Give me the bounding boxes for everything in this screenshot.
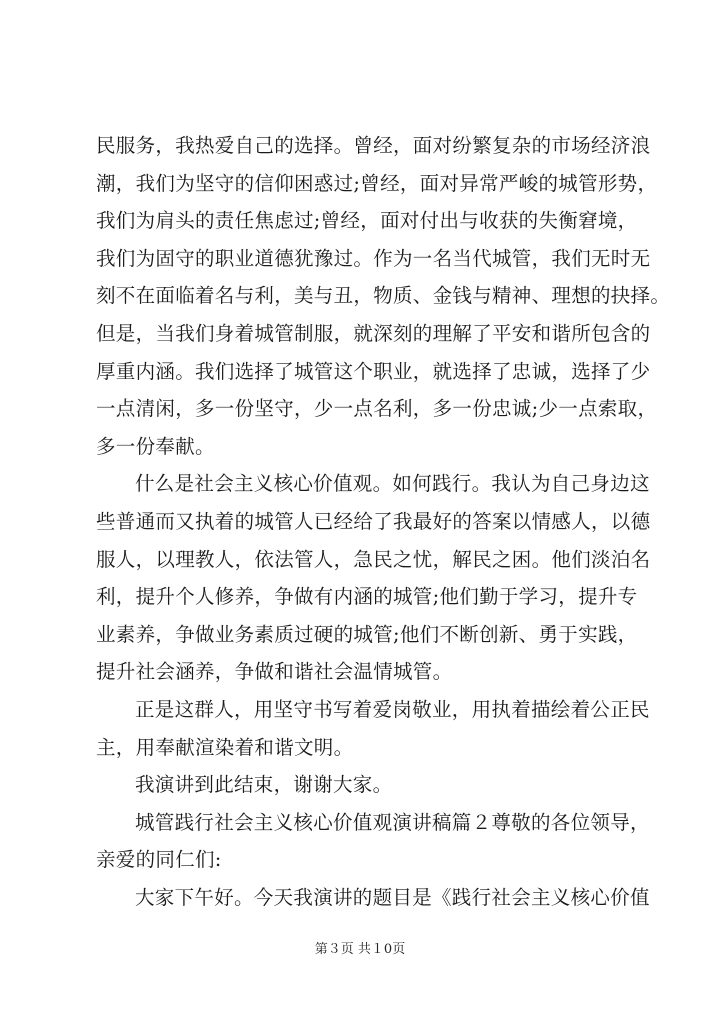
text-line: 些普通而又执着的城管人已经给了我最好的答案以情感人，以德 [96,509,651,533]
text-line: 利，提升个人修养，争做有内涵的城管;他们勤于学习，提升专 [96,585,638,609]
page-footer: 第３页 共１0页 [314,942,406,957]
text-line: 业素养，争做业务素质过硬的城管;他们不断创新、勇于实践， [96,622,638,646]
text-line: 但是，当我们身着城管制服，就深刻的理解了平安和谐所包含的 [96,321,651,345]
text-line: 民服务，我热爱自己的选择。曾经，面对纷繁复杂的市场经济浪 [96,134,651,157]
text-line: 主，用奉献渲染着和谐文明。 [96,735,354,759]
text-line: 刻不在面临着名与利，美与丑，物质、金钱与精神、理想的抉择。 [96,284,671,308]
document-body [96,127,671,916]
paragraph-start-line: 什么是社会主义核心价值观。如何践行。我认为自己身边这 [135,472,650,496]
text-line: 厚重内涵。我们选择了城管这个职业，就选择了忠诚，选择了少 [96,359,651,383]
paragraph-start-line: 城管践行社会主义核心价值观演讲稿篇２尊敬的各位领导， [135,810,650,834]
text-line: 服人，以理教人，依法管人，急民之忧，解民之困。他们淡泊名 [96,547,651,571]
paragraph-start-line: 正是这群人，用坚守书写着爱岗敬业，用执着描绘着公正民 [135,697,650,721]
text-line: 提升社会涵养，争做和谐社会温情城管。 [96,660,453,684]
paragraph-start-line: 我演讲到此结束，谢谢大家。 [135,773,393,797]
text-line: 亲爱的同仁们: [96,848,222,872]
text-line: 我们为固守的职业道德犹豫过。作为一名当代城管，我们无时无 [96,246,651,270]
text-line: 多一份奉献。 [96,434,215,458]
paragraph-start-line: 大家下午好。今天我演讲的题目是《践行社会主义核心价值 [135,885,650,909]
text-line: 潮，我们为坚守的信仰困惑过;曾经，面对异常严峻的城管形势， [96,171,658,195]
text-line: 一点清闲，多一份坚守，少一点名利，多一份忠诚;少一点索取， [96,397,658,421]
text-line: 我们为肩头的责任焦虑过;曾经，面对付出与收获的失衡窘境， [96,209,638,233]
